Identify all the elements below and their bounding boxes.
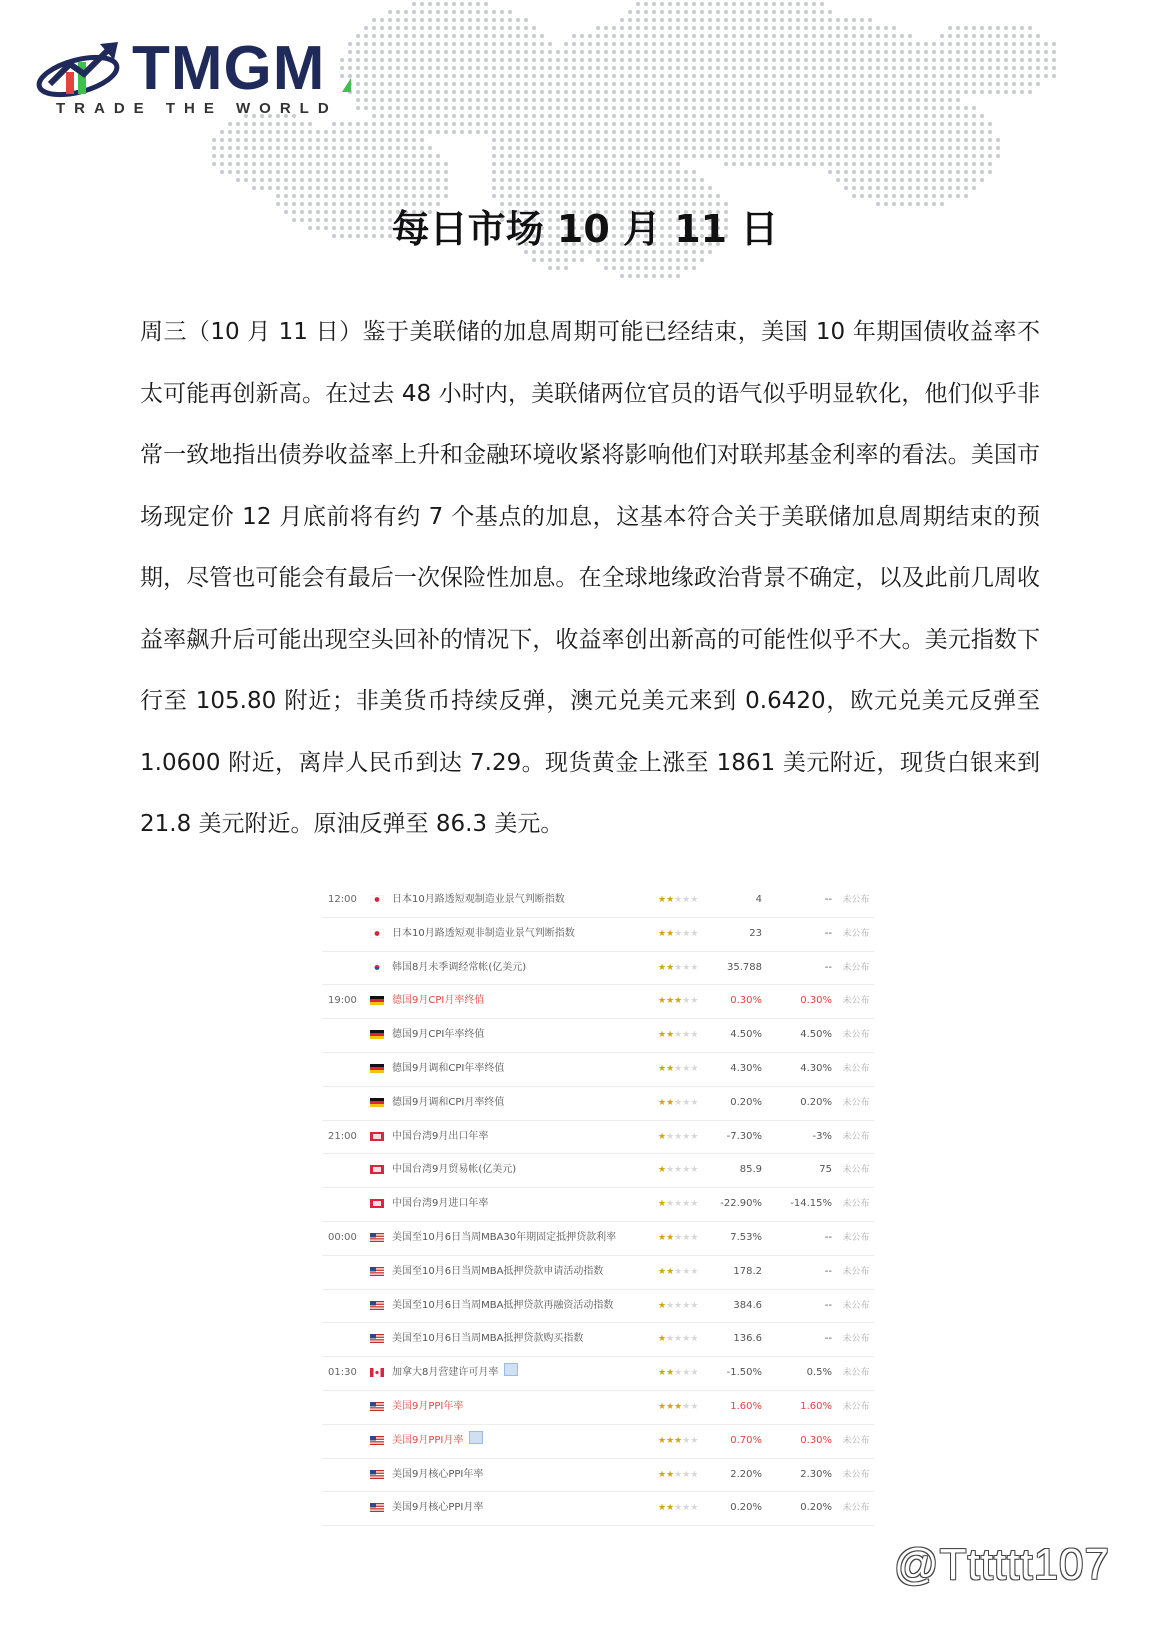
actual-value: 未公布 — [842, 1469, 870, 1480]
event-time: 12:00 — [328, 894, 357, 905]
event-name-text: 美国9月PPI年率 — [392, 1400, 464, 1412]
previous-value: 0.70% — [730, 1434, 762, 1446]
forecast-value: -- — [824, 894, 832, 905]
event-name — [392, 1188, 488, 1220]
actual-value: 未公布 — [842, 1165, 870, 1176]
event-name-text: 中国台湾9月贸易帐(亿美元) — [392, 1164, 517, 1176]
event-name — [392, 1459, 483, 1491]
event-name — [392, 1425, 483, 1457]
importance-stars-icon: ★★★★★ — [658, 928, 699, 939]
previous-value: 2.20% — [730, 1468, 762, 1480]
actual-value: 未公布 — [842, 1131, 870, 1142]
importance-stars-icon: ★★★★★ — [658, 1030, 699, 1041]
actual-value: 未公布 — [842, 1097, 870, 1108]
event-name-text: 德国9月调和CPI年率终值 — [392, 1062, 505, 1074]
jp-flag-icon — [370, 929, 384, 938]
event-time: 21:00 — [328, 1130, 357, 1142]
event-time: 00:00 — [328, 1231, 357, 1243]
event-name — [392, 918, 575, 950]
event-name — [392, 884, 565, 916]
calendar-row — [322, 1053, 874, 1087]
actual-value: 未公布 — [842, 1435, 870, 1446]
watermark: @Tttttt107 — [893, 1540, 1110, 1589]
event-name-text: 美国至10月6日当周MBA30年期固定抵押贷款利率 — [392, 1231, 617, 1243]
calendar-row — [322, 884, 874, 918]
calendar-row — [322, 1188, 874, 1222]
calendar-row — [322, 952, 874, 986]
logo — [36, 34, 356, 124]
importance-stars-icon: ★★★★★ — [658, 1469, 699, 1480]
event-name — [392, 1492, 483, 1524]
us-flag-icon — [370, 1301, 384, 1310]
actual-value: 未公布 — [842, 1030, 870, 1041]
forecast-value: -14.15% — [790, 1198, 832, 1210]
event-name-text: 中国台湾9月出口年率 — [392, 1130, 489, 1142]
event-name — [392, 952, 526, 984]
forecast-value: -- — [824, 1231, 832, 1243]
forecast-value: -- — [824, 927, 832, 939]
event-name-text: 美国9月核心PPI年率 — [392, 1468, 484, 1480]
actual-value: 未公布 — [842, 1063, 870, 1074]
calendar-row — [322, 1425, 874, 1459]
event-name-text: 美国至10月6日当周MBA抵押贷款申请活动指数 — [392, 1265, 604, 1277]
event-name — [392, 1087, 504, 1119]
previous-value: 178.2 — [733, 1265, 762, 1277]
importance-stars-icon: ★★★★★ — [658, 996, 699, 1007]
event-name-text: 美国9月PPI月率 — [392, 1434, 464, 1446]
event-name — [392, 1290, 613, 1322]
calendar-row — [322, 1459, 874, 1493]
forecast-value: 0.30% — [800, 1434, 832, 1446]
event-name-text: 美国至10月6日当周MBA抵押贷款再融资活动指数 — [392, 1299, 614, 1311]
calendar-row — [322, 918, 874, 952]
event-time: 01:30 — [328, 1367, 357, 1379]
importance-stars-icon: ★★★★★ — [658, 1503, 699, 1514]
importance-stars-icon: ★★★★★ — [658, 962, 699, 973]
event-name — [392, 985, 484, 1017]
calendar-row — [322, 1019, 874, 1053]
event-name-text: 韩国8月未季调经常帐(亿美元) — [392, 961, 527, 973]
forecast-value: 2.30% — [800, 1468, 832, 1480]
market-summary-paragraph: 周三（10 月 11 日）鉴于美联储的加息周期可能已经结束，美国 10 年期国债收益率不太可能再创新高。在过去 48 小时内，美联储两位官员的语气似乎明显软化，他们似乎非常一致地指出债券收益率上升和金融环境收紧将影响他们对联邦基金利率的看法。美国市场现定价 12 月底前将有约 7 个基点的加息，这基本符合关于美联储加息周期结束的预期，尽管也可能会有最后一次保险性加息。在全球地缘政治背景不确定，以及此前几周收益率飙升后可能出现空头回补的情况下，收益率创出新高的可能性似乎不大。美元指数下行至 105.80 附近；非美货币持续反弹，澳元兑美元来到 0.6420，欧元兑美元反弹至 1.0600 附近，离岸人民币到达 7.29。现货黄金上涨至 1861 美元附近，现货白银来到 21.8 美元附近。原油反弹至 86.3 美元。 — [140, 319, 1040, 837]
de-flag-icon — [370, 996, 384, 1005]
logo-accent-icon — [342, 78, 351, 92]
logo-wordmark: TMGM — [132, 34, 326, 103]
previous-value: -22.90% — [720, 1198, 762, 1210]
reminder-icon[interactable] — [469, 1431, 483, 1444]
forecast-value: 4.30% — [800, 1062, 832, 1074]
previous-value: 4.30% — [730, 1062, 762, 1074]
importance-stars-icon: ★★★★★ — [658, 1435, 699, 1446]
actual-value: 未公布 — [842, 1334, 870, 1345]
calendar-row — [322, 1391, 874, 1425]
forecast-value: -- — [824, 961, 832, 973]
importance-stars-icon: ★★★★★ — [658, 1266, 699, 1277]
previous-value: 0.20% — [730, 1502, 762, 1514]
de-flag-icon — [370, 1030, 384, 1039]
previous-value: 35.788 — [727, 961, 762, 973]
event-time: 19:00 — [328, 995, 357, 1007]
event-name — [392, 1019, 484, 1051]
forecast-value: -3% — [812, 1130, 832, 1142]
previous-value: 136.6 — [733, 1333, 762, 1345]
event-name-text: 德国9月CPI月率终值 — [392, 995, 485, 1007]
event-name — [392, 1256, 603, 1288]
importance-stars-icon: ★★★★★ — [658, 895, 699, 905]
actual-value: 未公布 — [842, 1401, 870, 1412]
event-name-text: 美国至10月6日当周MBA抵押贷款购买指数 — [392, 1333, 584, 1345]
event-name-text: 美国9月核心PPI月率 — [392, 1502, 484, 1514]
us-flag-icon — [370, 1267, 384, 1276]
previous-value: 85.9 — [739, 1164, 762, 1176]
actual-value: 未公布 — [842, 1199, 870, 1210]
calendar-row — [322, 1290, 874, 1324]
tw-flag-icon — [370, 1199, 384, 1208]
calendar-row — [322, 1154, 874, 1188]
calendar-row — [322, 1357, 874, 1391]
event-name — [392, 1121, 488, 1153]
forecast-value: -- — [824, 1299, 832, 1311]
actual-value: 未公布 — [842, 996, 870, 1007]
previous-value: 0.20% — [730, 1096, 762, 1108]
actual-value: 未公布 — [842, 1368, 870, 1379]
reminder-icon[interactable] — [504, 1363, 518, 1376]
event-name — [392, 1222, 616, 1254]
importance-stars-icon: ★★★★★ — [658, 1232, 699, 1243]
event-name-text: 日本10月路透短观制造业景气判断指数 — [392, 894, 565, 905]
importance-stars-icon: ★★★★★ — [658, 1401, 699, 1412]
importance-stars-icon: ★★★★★ — [658, 1165, 699, 1176]
previous-value: 0.30% — [730, 995, 762, 1007]
forecast-value: 1.60% — [800, 1400, 832, 1412]
previous-value: -1.50% — [726, 1367, 762, 1379]
previous-value: 7.53% — [730, 1231, 762, 1243]
importance-stars-icon: ★★★★★ — [658, 1300, 699, 1311]
calendar-row — [322, 1222, 874, 1256]
event-name-text: 德国9月CPI年率终值 — [392, 1029, 485, 1041]
economic-calendar-table — [322, 884, 874, 1526]
previous-value: -7.30% — [726, 1130, 762, 1142]
us-flag-icon — [370, 1503, 384, 1512]
importance-stars-icon: ★★★★★ — [658, 1199, 699, 1210]
event-name-text: 中国台湾9月进口年率 — [392, 1198, 489, 1210]
forecast-value: 0.20% — [800, 1502, 832, 1514]
forecast-value: 0.20% — [800, 1096, 832, 1108]
previous-value: 4.50% — [730, 1029, 762, 1041]
page-title: 每日市场 10 月 11 日 — [391, 207, 779, 251]
us-flag-icon — [370, 1436, 384, 1445]
event-name-text: 日本10月路透短观非制造业景气判断指数 — [392, 927, 575, 939]
calendar-row — [322, 1323, 874, 1357]
actual-value: 未公布 — [842, 962, 870, 973]
event-name — [392, 1323, 583, 1355]
event-name — [392, 1154, 516, 1186]
event-name-text: 德国9月调和CPI月率终值 — [392, 1096, 505, 1108]
chart-arrow-icon — [36, 40, 128, 100]
de-flag-icon — [370, 1064, 384, 1073]
us-flag-icon — [370, 1402, 384, 1411]
kr-flag-icon — [370, 963, 384, 972]
us-flag-icon — [370, 1470, 384, 1479]
tw-flag-icon — [370, 1165, 384, 1174]
actual-value: 未公布 — [842, 895, 870, 905]
us-flag-icon — [370, 1334, 384, 1343]
previous-value: 4 — [755, 894, 762, 905]
importance-stars-icon: ★★★★★ — [658, 1063, 699, 1074]
jp-flag-icon — [370, 895, 384, 904]
actual-value: 未公布 — [842, 1503, 870, 1514]
event-name — [392, 1053, 504, 1085]
forecast-value: 4.50% — [800, 1029, 832, 1041]
previous-value: 384.6 — [733, 1299, 762, 1311]
logo-tagline: TRADE THE WORLD — [56, 100, 338, 117]
calendar-row — [322, 985, 874, 1019]
forecast-value: -- — [824, 1265, 832, 1277]
event-name — [392, 1391, 463, 1423]
forecast-value: 75 — [819, 1164, 832, 1176]
importance-stars-icon: ★★★★★ — [658, 1368, 699, 1379]
us-flag-icon — [370, 1233, 384, 1242]
actual-value: 未公布 — [842, 1266, 870, 1277]
ca-flag-icon — [370, 1368, 384, 1377]
event-name-text: 加拿大8月营建许可月率 — [392, 1367, 499, 1379]
actual-value: 未公布 — [842, 1232, 870, 1243]
calendar-row — [322, 1492, 874, 1526]
event-name — [392, 1357, 518, 1389]
importance-stars-icon: ★★★★★ — [658, 1131, 699, 1142]
importance-stars-icon: ★★★★★ — [658, 1334, 699, 1345]
calendar-row — [322, 1087, 874, 1121]
actual-value: 未公布 — [842, 1300, 870, 1311]
de-flag-icon — [370, 1098, 384, 1107]
actual-value: 未公布 — [842, 928, 870, 939]
forecast-value: 0.30% — [800, 995, 832, 1007]
previous-value: 1.60% — [730, 1400, 762, 1412]
forecast-value: -- — [824, 1333, 832, 1345]
tw-flag-icon — [370, 1132, 384, 1141]
previous-value: 23 — [749, 927, 762, 939]
calendar-row — [322, 1256, 874, 1290]
importance-stars-icon: ★★★★★ — [658, 1097, 699, 1108]
forecast-value: 0.5% — [806, 1367, 832, 1379]
calendar-row — [322, 1121, 874, 1155]
